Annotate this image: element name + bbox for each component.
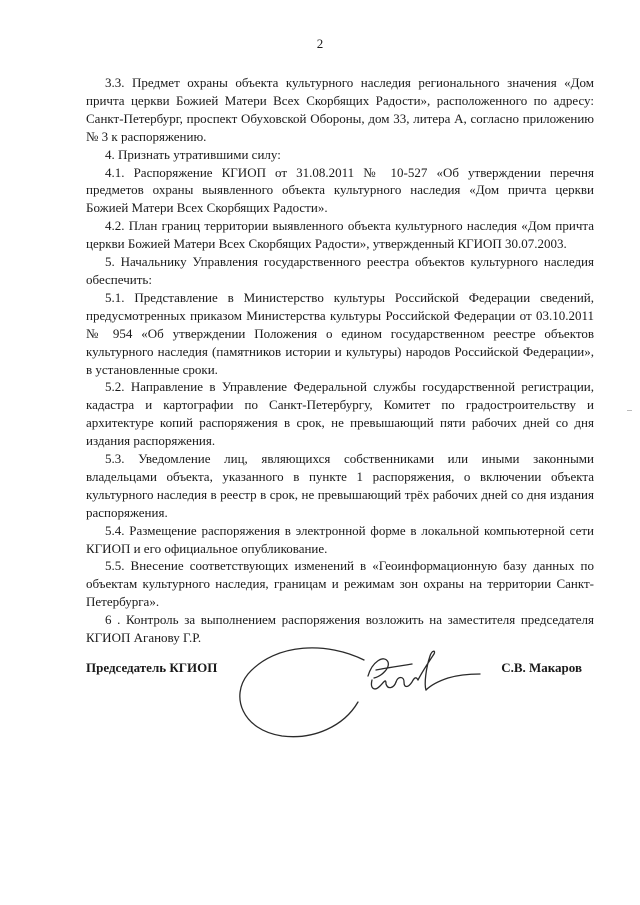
paragraph-3-3: 3.3. Предмет охраны объекта культурного наследия регионального значения «Дом причта церкви Божией Матери Всех Скорбящих Радости», расположенного по адресу: Санкт-Петербург, проспект Обуховской Обороны, дом 33, литера А, согласно приложению № 3 к распоряжению.	[86, 75, 594, 144]
handwritten-signature-icon	[236, 632, 486, 752]
paragraph-5-5: 5.5. Внесение соответствующих изменений в «Геоинформационную базу данных по объектам культурного наследия, границам и режимам зон охраны на территории Санкт-Петербурга».	[86, 558, 594, 610]
paragraph-6: 6 . Контроль за выполнением распоряжения возложить на заместителя председателя КГИОП Аганову Г.Р.	[86, 612, 594, 646]
paragraph-5-2: 5.2. Направление в Управление Федеральной службы государственной регистрации, кадастра и картографии по Санкт-Петербургу, Комитет по градостроительству и архитектуре копий распоряжения в срок, не превышающий пяти рабочих дней со дня издания распоряжения.	[86, 379, 594, 449]
paragraph-5-1: 5.1. Представление в Министерство культуры Российской Федерации сведений, предусмотренных приказом Министерства культуры Российской Федерации от 03.10.2011 № 954 «Об утверждении Положения о едином государственном реестре объектов культурного наследия (памятников истории и культуры) народов Российской Федерации», в установленные сроки.	[86, 289, 594, 377]
margin-mark	[627, 410, 632, 411]
document-body	[86, 74, 594, 647]
paragraph-4-2: 4.2. План границ территории выявленного объекта культурного наследия «Дом причта церкви Божией Матери Всех Скорбящих Радости», утвержденный КГИОП 30.07.2003.	[86, 218, 594, 252]
signatory-name: С.В. Макаров	[501, 660, 582, 675]
signatory-title: Председатель КГИОП	[86, 660, 218, 675]
paragraph-4: 4. Признать утратившими силу:	[105, 146, 281, 162]
paragraph-4-1: 4.1. Распоряжение КГИОП от 31.08.2011 № 10-527 «Об утверждении перечня предметов охраны выявленного объекта культурного наследия «Дом причта церкви Божией Матери Всех Скорбящих Радости».	[86, 164, 594, 216]
page-number: 2	[316, 36, 324, 51]
paragraph-5-3: 5.3. Уведомление лиц, являющихся собственниками или иными законными владельцами объекта, указанного в пункте 1 распоряжения, о включении объекта культурного наследия в реестр в срок, не превышающий трёх рабочих дней со дня издания распоряжения.	[86, 451, 594, 520]
paragraph-5-4: 5.4. Размещение распоряжения в электронной форме в локальной компьютерной сети КГИОП и его официальное опубликование.	[86, 522, 594, 556]
paragraph-5: 5. Начальнику Управления государственного реестра объектов культурного наследия обеспечить:	[86, 254, 594, 287]
